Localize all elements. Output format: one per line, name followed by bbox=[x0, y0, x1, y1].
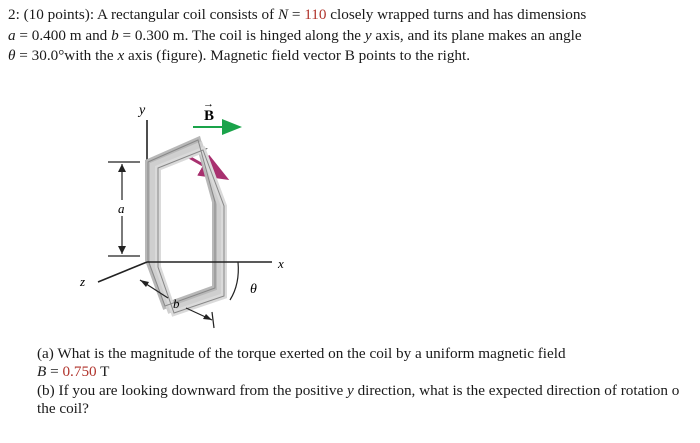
question-a-line-2 bbox=[37, 362, 109, 381]
var-y: y bbox=[347, 382, 354, 399]
question-b-line-2: the coil? bbox=[37, 400, 89, 417]
a-value: = 0.400 m and bbox=[15, 26, 112, 44]
B-value: 0.750 bbox=[62, 363, 97, 380]
var-theta: θ bbox=[8, 47, 16, 64]
a-dim-arrowhead-up bbox=[118, 164, 126, 172]
statement-text: closely wrapped turns and has dimensions bbox=[326, 6, 587, 23]
b-dim-arrowhead-right bbox=[203, 314, 212, 320]
statement-line-1 bbox=[8, 5, 694, 26]
statement-line-3 bbox=[8, 46, 694, 67]
question-b-line-1 bbox=[37, 381, 679, 400]
var-b: b bbox=[111, 26, 119, 44]
equals-sign: = bbox=[288, 6, 305, 23]
b-dimension-label: b bbox=[173, 296, 180, 311]
coil-figure bbox=[60, 92, 310, 338]
var-x: x bbox=[117, 47, 125, 64]
z-axis bbox=[98, 262, 147, 282]
x-axis-label: x bbox=[278, 256, 284, 271]
question-text: direction, what is the expected direction of rotation o bbox=[353, 382, 680, 399]
B-unit: T bbox=[96, 363, 110, 380]
B-vector-arrow-glyph: → bbox=[203, 98, 214, 110]
statement-text: axis (figure). Magnetic field vector B points to the right. bbox=[124, 47, 471, 64]
b-value: = 0.300 m. The coil is hinged along the bbox=[118, 26, 365, 44]
a-dimension-label: a bbox=[118, 201, 125, 216]
b-dim-end-tick bbox=[212, 312, 214, 328]
problem-statement bbox=[8, 5, 694, 67]
y-axis-label: y bbox=[139, 103, 146, 118]
var-a: a bbox=[8, 26, 16, 44]
var-y: y bbox=[364, 26, 372, 44]
z-axis-label: z bbox=[80, 274, 86, 289]
var-N: N bbox=[277, 6, 289, 23]
B-label: B bbox=[204, 108, 215, 124]
theta-value: = 30.0°with the bbox=[15, 47, 118, 64]
current-label: I bbox=[202, 146, 207, 162]
var-B: B bbox=[37, 363, 47, 380]
theta-label: θ bbox=[250, 282, 257, 297]
statement-text: 2: (10 points): A rectangular coil consists of bbox=[8, 6, 278, 23]
question-text: (b) If you are looking downward from the positive bbox=[37, 382, 348, 399]
theta-arc bbox=[230, 262, 238, 300]
N-value: 110 bbox=[304, 6, 327, 23]
a-dim-arrowhead-down bbox=[118, 246, 126, 254]
question-a-line-1: (a) What is the magnitude of the torque exerted on the coil by a uniform magnetic field bbox=[37, 345, 566, 362]
b-dim-arrowhead-left bbox=[140, 280, 149, 287]
equals-sign: = bbox=[46, 363, 63, 380]
coil bbox=[148, 140, 224, 313]
statement-line-2 bbox=[8, 26, 694, 47]
statement-text: axis, and its plane makes an angle bbox=[371, 26, 582, 44]
